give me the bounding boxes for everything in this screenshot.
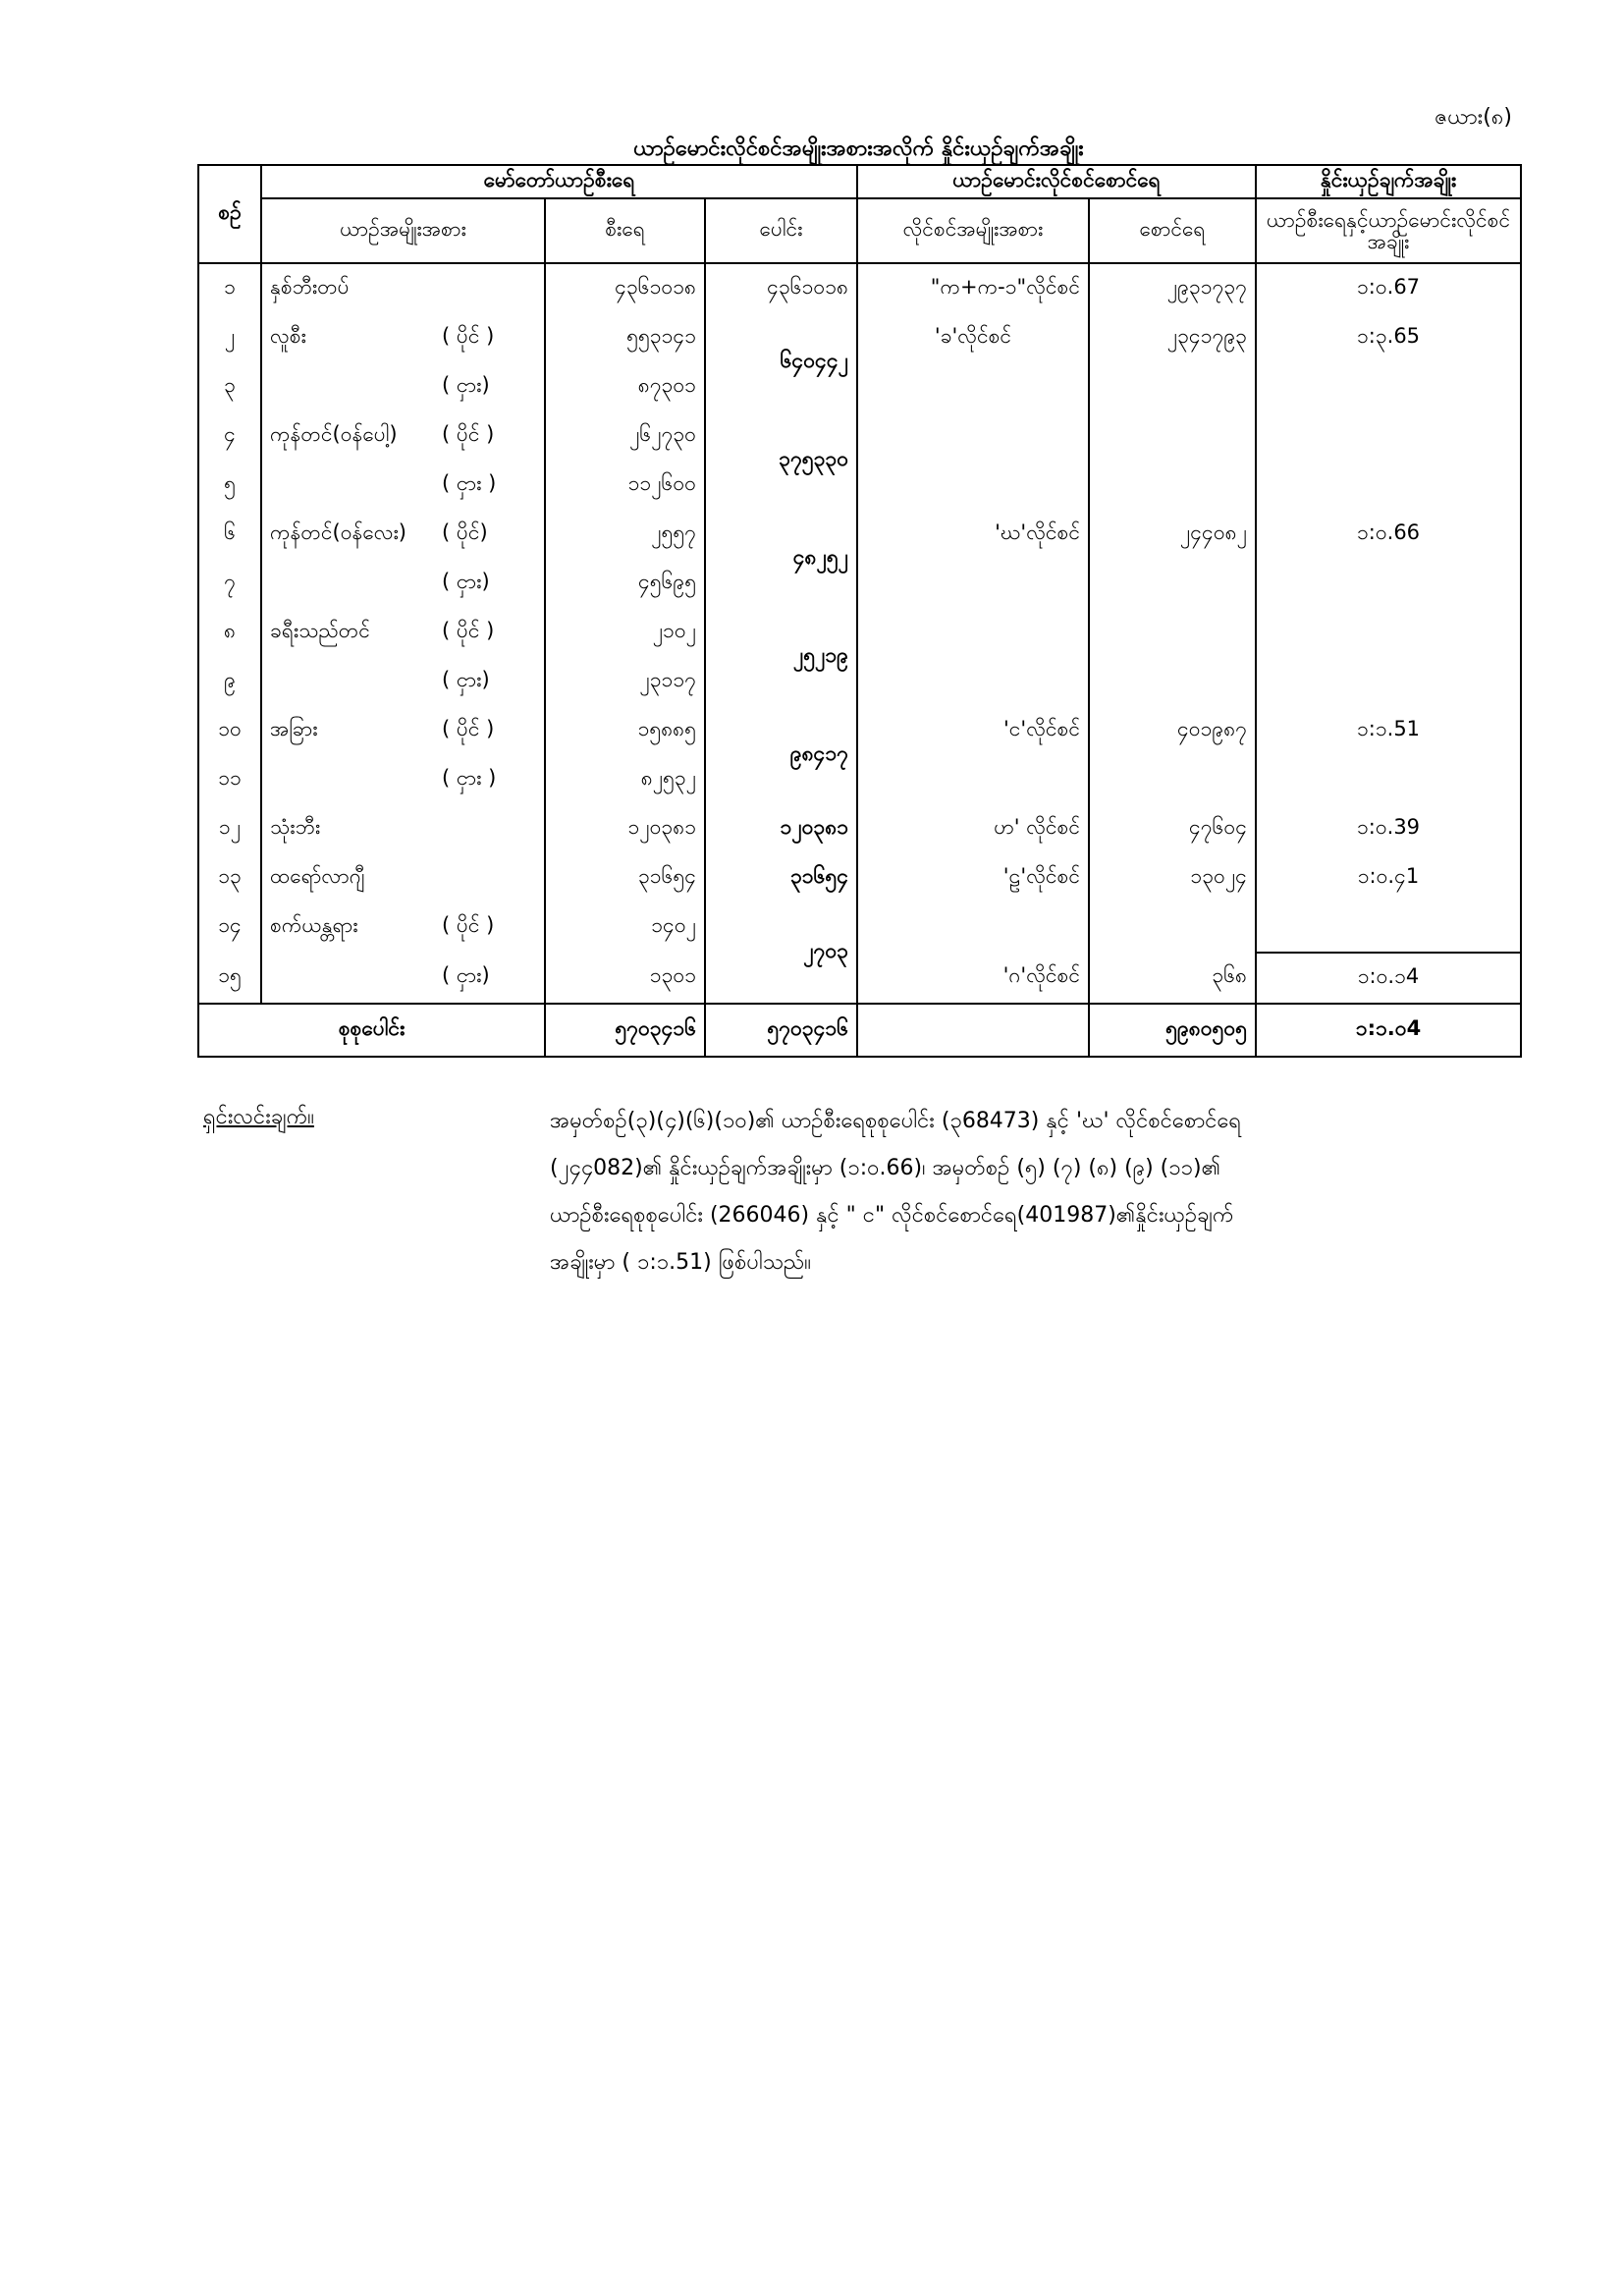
header-group-licenses: ယာဉ်မောင်းလိုင်စင်စောင်ရေ <box>857 165 1256 198</box>
row-count: ၁၄၀၂ <box>545 902 705 953</box>
header-group-ratio: နှိုင်းယှဉ်ချက်အချိုး <box>1256 165 1521 198</box>
row-type-name: လူစီး <box>270 323 306 348</box>
row-count: ၄၅၆၉၅ <box>545 559 705 608</box>
row-sno: ၃ <box>198 362 261 411</box>
row-ratio: ၁:၀.39 <box>1256 804 1521 853</box>
row-license: 'ခ'လိုင်စင် <box>857 313 1089 362</box>
row-type <box>261 263 545 313</box>
row-sum: ၆၄၀၄၄၂ <box>705 313 857 411</box>
header-sno: စဉ် <box>198 165 261 263</box>
row-ratio: ၁:၀.၄1 <box>1256 853 1521 902</box>
table-row <box>198 804 1521 853</box>
explanation-line: အချိုးမှာ ( ၁:၁.51) ဖြစ်ပါသည်။ <box>550 1250 811 1275</box>
row-type-name: စက်ယန္တရား <box>270 913 358 937</box>
row-type-name: နှစ်ဘီးတပ် <box>270 274 350 299</box>
header-count: စီးရေ <box>545 198 705 263</box>
table-row <box>198 657 1521 706</box>
row-sno: ၁၅ <box>198 953 261 1004</box>
row-type <box>261 657 545 706</box>
row-sum: ၃၁၆၅၄ <box>705 853 857 902</box>
row-sum: ၄၃၆၁၀၁၈ <box>705 263 857 313</box>
table-row <box>198 902 1521 953</box>
row-license: ဟ' လိုင်စင် <box>857 804 1089 853</box>
row-sum: ၂၇၀၃ <box>705 902 857 1004</box>
row-type-qualifier: ( ငှား ) <box>442 765 497 790</box>
row-type <box>261 362 545 411</box>
row-sum: ၄၈၂၅၂ <box>705 510 857 608</box>
row-ratio: ၁:၃.65 <box>1256 313 1521 362</box>
explanation-label: ရှင်းလင်းချက်။ <box>203 1105 314 1129</box>
row-type <box>261 461 545 510</box>
header-copies: စောင်ရေ <box>1089 198 1256 263</box>
row-copies: ၂၉၃၁၇၃၇ <box>1089 263 1256 313</box>
row-type-qualifier: ( ငှား) <box>442 963 490 987</box>
row-sno: ၇ <box>198 559 261 608</box>
row-type-qualifier: ( ငှား) <box>442 569 490 593</box>
row-count: ၁၁၂၆၀၀ <box>545 461 705 510</box>
table-row <box>198 510 1521 559</box>
row-license: 'ဂ'လိုင်စင် <box>857 953 1089 1004</box>
table-row <box>198 608 1521 657</box>
row-type-name: ကုန်တင်(ဝန်လေး) <box>270 519 406 544</box>
total-count: ၅၇၀၃၄၁၆ <box>545 1004 705 1057</box>
explanation-line: (၂၄၄082)၏ နှိုင်းယှဉ်ချက်အချိုးမှာ (၁:၀.66)၊ အမှတ်စဉ် (၅) (၇) (၈) (၉) (၁၁)၏ <box>550 1156 1221 1180</box>
row-type-qualifier: ( ပိုင် ) <box>442 323 495 348</box>
row-count: ၁၃၀၁ <box>545 953 705 1004</box>
row-type-name: အခြား <box>270 716 318 740</box>
row-count: ၂၁၀၂ <box>545 608 705 657</box>
header-vehicle-type: ယာဉ်အမျိုးအစား <box>261 198 545 263</box>
header-sum: ပေါင်း <box>705 198 857 263</box>
row-type-name: ကုန်တင်(ဝန်ပေါ့) <box>270 421 398 446</box>
row-count: ၁၅၈၈၅ <box>545 706 705 755</box>
row-type <box>261 411 545 461</box>
row-sum: ၂၅၂၁၉ <box>705 608 857 706</box>
row-sno: ၁ <box>198 263 261 313</box>
table-row <box>198 755 1521 804</box>
license-ratio-table <box>197 164 1522 1058</box>
table-row <box>198 362 1521 411</box>
row-copies: ၄၀၁၉၈၇ <box>1089 706 1256 755</box>
row-type-name: ခရီးသည်တင် <box>270 618 370 642</box>
table-row <box>198 461 1521 510</box>
row-sno: ၁၁ <box>198 755 261 804</box>
total-label: စုစုပေါင်း <box>198 1004 545 1057</box>
row-copies: ၃၆၈ <box>1089 953 1256 1004</box>
row-count: ၂၆၂၇၃၀ <box>545 411 705 461</box>
row-license: 'ဠ'လိုင်စင် <box>857 853 1089 902</box>
row-type <box>261 953 545 1004</box>
header-license-type: လိုင်စင်အမျိုးအစား <box>857 198 1089 263</box>
row-count: ၂၅၅၇ <box>545 510 705 559</box>
row-sno: ၁၃ <box>198 853 261 902</box>
row-type <box>261 559 545 608</box>
row-type <box>261 755 545 804</box>
header-ratio: ယာဉ်စီးရေနှင့်ယာဉ်မောင်းလိုင်စင်အချိုး <box>1256 198 1521 263</box>
table-row <box>198 313 1521 362</box>
total-ratio: ၁:၁.၀4 <box>1256 1004 1521 1057</box>
table-row <box>198 853 1521 902</box>
row-type <box>261 902 545 953</box>
table-row <box>198 411 1521 461</box>
row-type-qualifier: ( ပိုင် ) <box>442 913 495 937</box>
row-sno: ၆ <box>198 510 261 559</box>
row-count: ၄၃၆၁၀၁၈ <box>545 263 705 313</box>
row-sno: ၁၄ <box>198 902 261 953</box>
row-sum: ၃၇၅၃၃၀ <box>705 411 857 510</box>
row-sum: ၁၂၀၃၈၁ <box>705 804 857 853</box>
row-type <box>261 706 545 755</box>
row-ratio: ၁:၀.67 <box>1256 263 1521 313</box>
table-row <box>198 953 1521 1004</box>
row-count: ၃၁၆၅၄ <box>545 853 705 902</box>
row-license: "က+က-၁"လိုင်စင် <box>857 263 1089 313</box>
row-sno: ၈ <box>198 608 261 657</box>
row-copies: ၄၇၆၀၄ <box>1089 804 1256 853</box>
explanation-line: အမှတ်စဉ်(၃)(၄)(၆)(၁၀)၏ ယာဉ်စီးရေစုစုပေါင်း (၃68473) နှင့် 'ဃ' လိုင်စင်စောင်ရေ <box>550 1109 1242 1133</box>
row-type-qualifier: ( ငှား ) <box>442 470 497 495</box>
table-row <box>198 263 1521 313</box>
table-reference: ဇယား(၈) <box>1435 105 1512 130</box>
row-count: ၅၅၃၁၄၁ <box>545 313 705 362</box>
row-license: 'ဃ'လိုင်စင် <box>857 510 1089 559</box>
row-type <box>261 853 545 902</box>
row-type-qualifier: ( ပိုင် ) <box>442 618 495 642</box>
row-type <box>261 313 545 362</box>
table-row <box>198 559 1521 608</box>
row-type-name: သုံးဘီး <box>270 814 321 839</box>
row-type-qualifier: ( ငှား) <box>442 667 490 691</box>
row-ratio: ၁:၁.51 <box>1256 706 1521 755</box>
row-count: ၈၂၅၃၂ <box>545 755 705 804</box>
row-sno: ၁၀ <box>198 706 261 755</box>
row-sum: ၉၈၄၁၇ <box>705 706 857 804</box>
total-sum: ၅၇၀၃၄၁၆ <box>705 1004 857 1057</box>
row-type <box>261 510 545 559</box>
row-count: ၂၃၁၁၇ <box>545 657 705 706</box>
table-title: ယာဉ်မောင်းလိုင်စင်အမျိုးအစားအလိုက် နှိုင်းယှဉ်ချက်အချိုး <box>633 137 1084 161</box>
row-count: ၈၇၃၀၁ <box>545 362 705 411</box>
row-license: 'င'လိုင်စင် <box>857 706 1089 755</box>
row-sno: ၁၂ <box>198 804 261 853</box>
row-ratio: ၁:၀.66 <box>1256 510 1521 559</box>
row-sno: ၄ <box>198 411 261 461</box>
row-type-qualifier: ( ပိုင် ) <box>442 421 495 446</box>
row-type <box>261 804 545 853</box>
row-sno: ၂ <box>198 313 261 362</box>
row-type-qualifier: ( ပိုင် ) <box>442 716 495 740</box>
header-group-vehicles: မော်တော်ယာဉ်စီးရေ <box>261 165 857 198</box>
explanation-line: ယာဉ်စီးရေစုစုပေါင်း (266046) နှင့် " င" လိုင်စင်စောင်ရေ(401987)၏နှိုင်းယှဉ်ချက် <box>550 1203 1234 1228</box>
row-type <box>261 608 545 657</box>
row-copies: ၂၄၄၀၈၂ <box>1089 510 1256 559</box>
total-row <box>198 1004 1521 1057</box>
explanation-text <box>550 1098 1463 1286</box>
table-row <box>198 706 1521 755</box>
row-ratio: ၁:၀.၁4 <box>1256 953 1521 1004</box>
row-count: ၁၂၀၃၈၁ <box>545 804 705 853</box>
row-sno: ၅ <box>198 461 261 510</box>
row-copies: ၁၃၀၂၄ <box>1089 853 1256 902</box>
row-type-name: ထရော်လာဂျီ <box>270 863 365 888</box>
row-type-qualifier: ( ပိုင်) <box>442 519 488 544</box>
row-copies: ၂၃၄၁၇၉၃ <box>1089 313 1256 362</box>
row-type-qualifier: ( ငှား) <box>442 372 490 397</box>
row-sno: ၉ <box>198 657 261 706</box>
total-copies: ၅၉၈၀၅၀၅ <box>1089 1004 1256 1057</box>
